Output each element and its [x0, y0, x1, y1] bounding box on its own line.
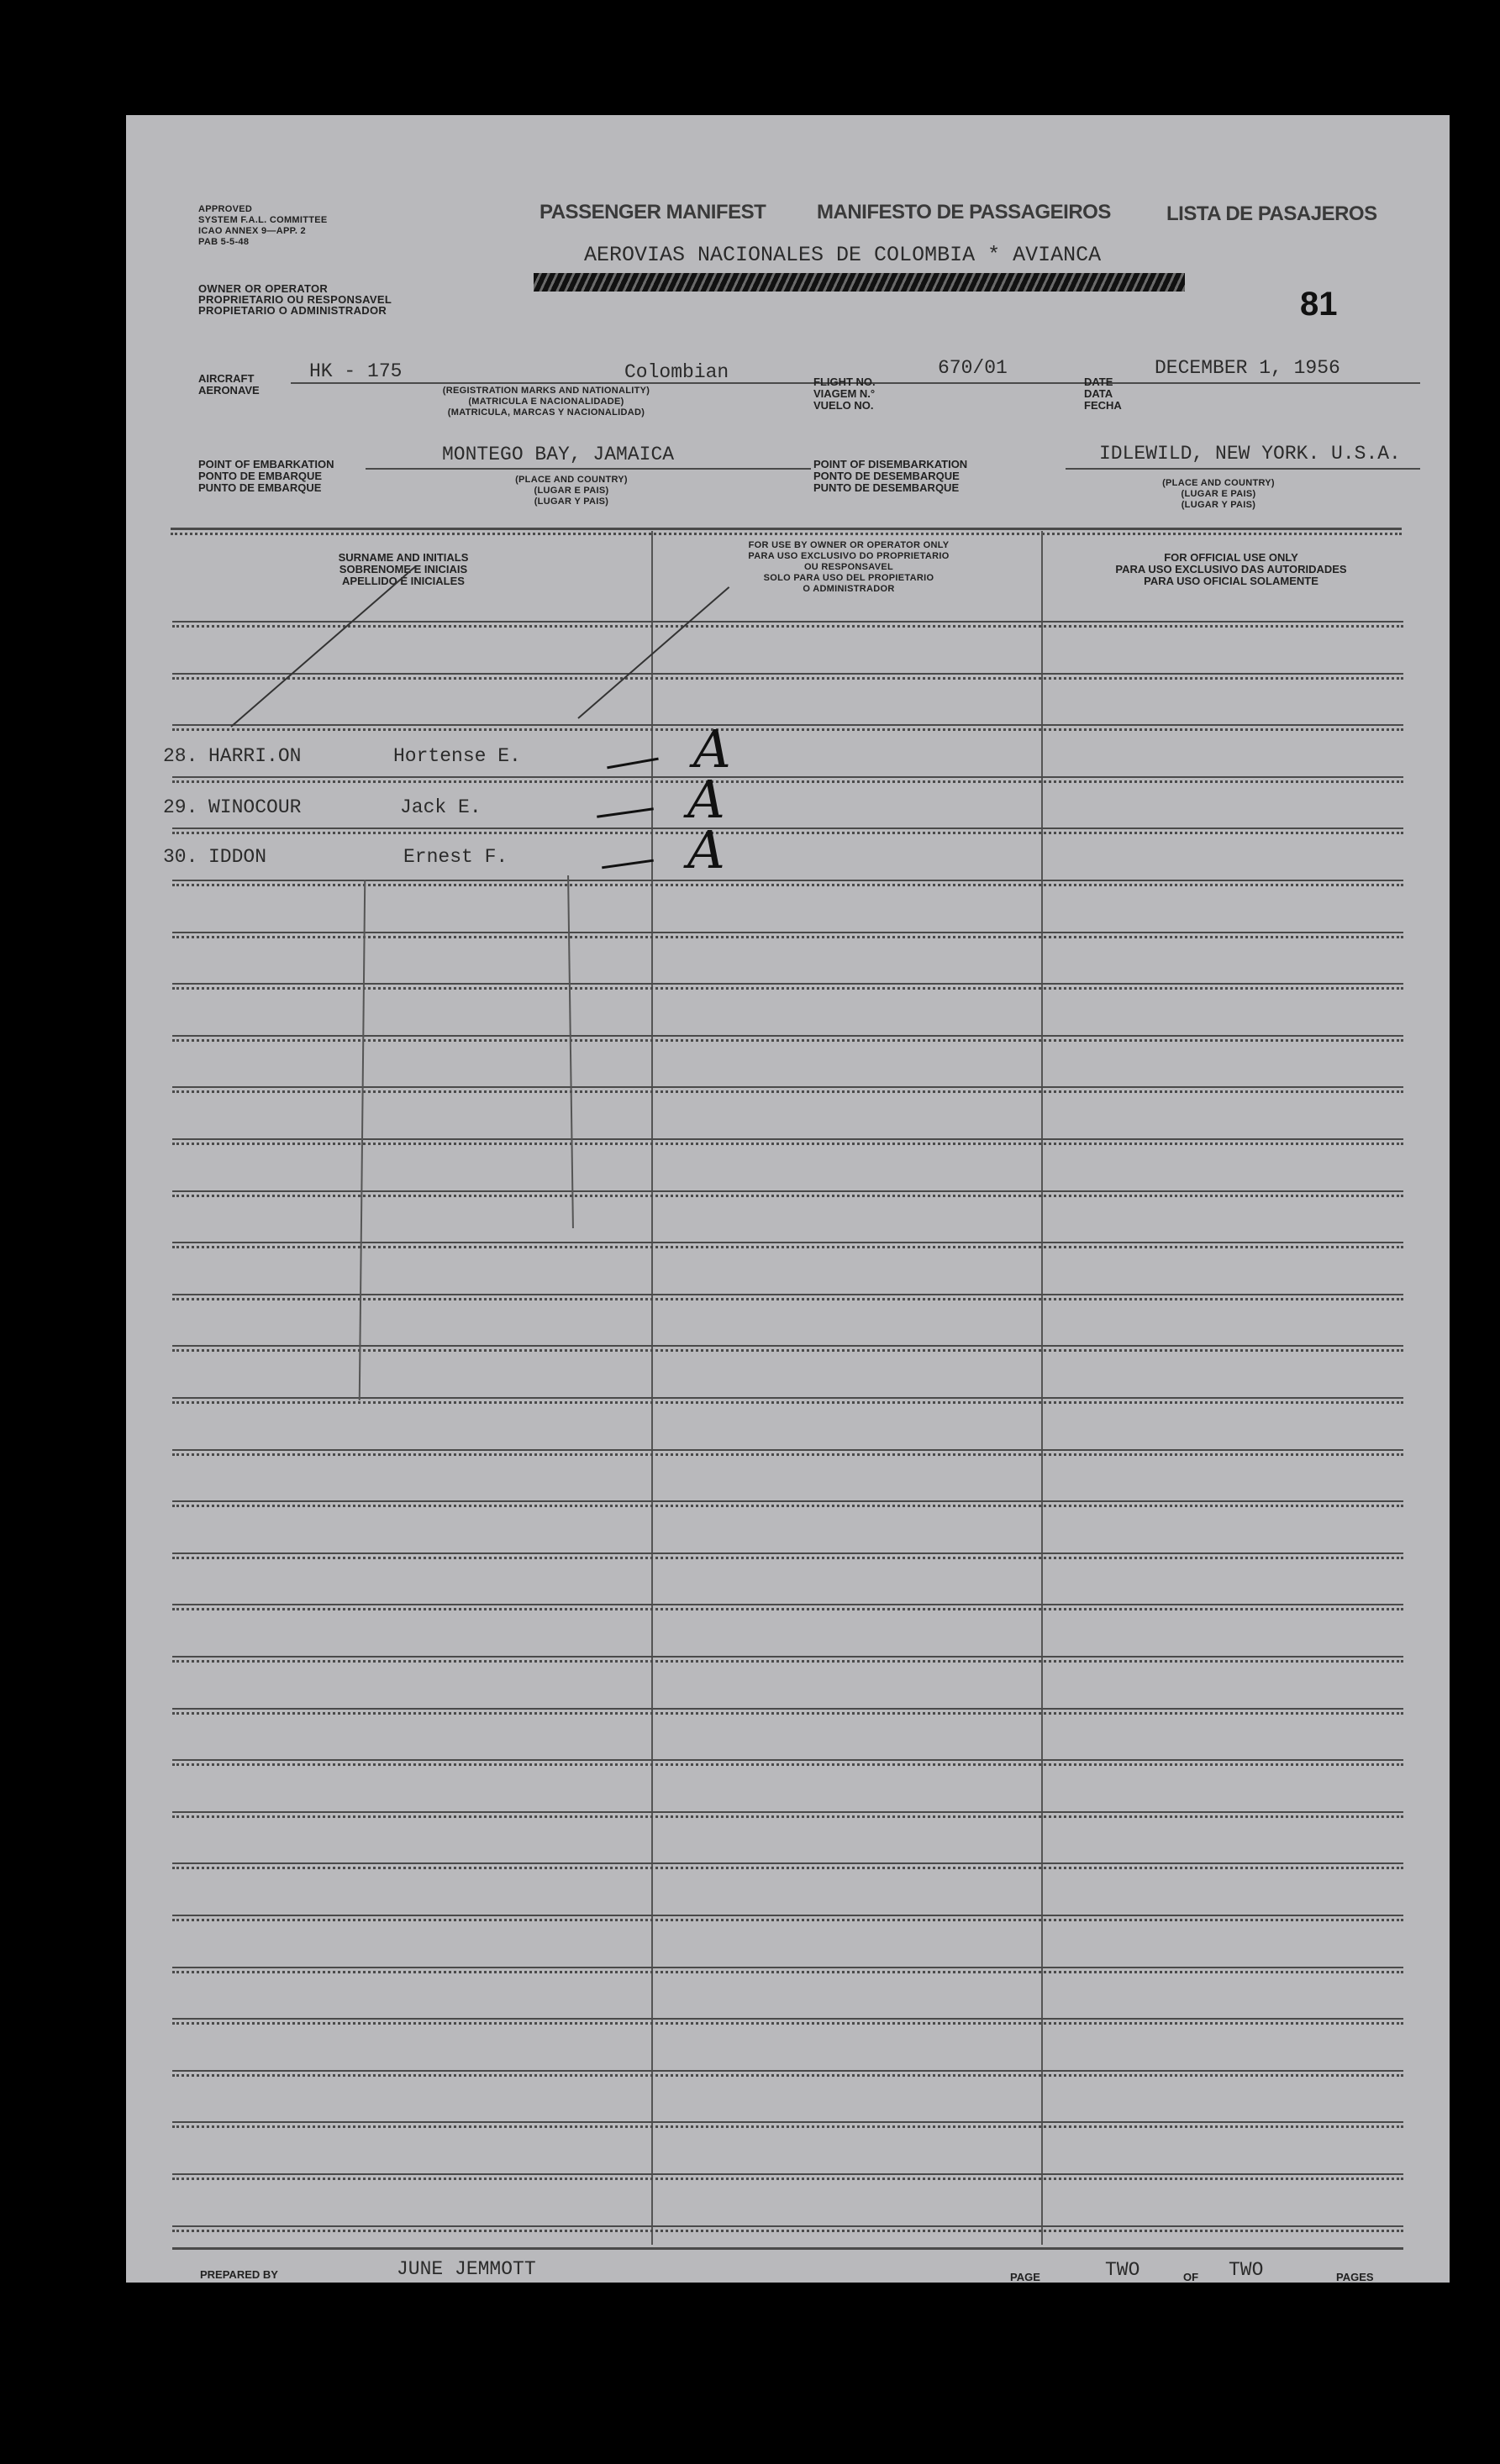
passenger-number: 30.: [163, 846, 198, 868]
registration-note: (REGISTRATION MARKS AND NATIONALITY): [442, 386, 650, 396]
ruled-row-line: [172, 1862, 1403, 1864]
handwritten-initial-mark: A: [687, 769, 725, 830]
col-owner-header: FOR USE BY OWNER OR OPERATOR ONLY: [748, 540, 950, 550]
ruled-row-line: [172, 2225, 1403, 2227]
ruled-row-line: [172, 2121, 1403, 2123]
dash-mark: [597, 807, 654, 817]
ruled-row-line-dotted: [172, 1712, 1403, 1715]
col-names-header: SURNAME AND INITIALS: [338, 551, 469, 564]
ruled-row-line-dotted: [172, 1453, 1403, 1456]
prepared-by-label: PREPARED BY: [200, 2268, 278, 2281]
cancel-stroke: [577, 586, 729, 719]
disembark-label: PUNTO DE DESEMBARQUE: [813, 481, 960, 494]
ruled-row-line: [172, 1552, 1403, 1554]
title-es: LISTA DE PASAJEROS: [1166, 202, 1377, 225]
pencil-stroke: [359, 880, 366, 1400]
ruled-row-line-dotted: [172, 780, 1403, 783]
col-owner-header: OU RESPONSAVEL: [803, 562, 894, 572]
owner-label: PROPRIETARIO OU RESPONSAVEL: [198, 293, 392, 306]
col-names-header: APELLIDO E INICIALES: [342, 575, 465, 587]
ruled-row-line: [172, 621, 1403, 623]
passenger-number: 29.: [163, 796, 198, 818]
passenger-surname: HARRI.ON: [208, 745, 302, 767]
nationality-value: Colombian: [624, 361, 729, 383]
ruled-row-line: [172, 1086, 1403, 1088]
ruled-row-line-dotted: [172, 1763, 1403, 1766]
ruled-row-line-dotted: [172, 677, 1403, 680]
passenger-given: Jack E.: [400, 796, 482, 818]
prepared-by-value: JUNE JEMMOTT: [397, 2258, 536, 2280]
ruled-row-line-dotted: [172, 1505, 1403, 1507]
pencil-stroke: [567, 875, 574, 1228]
ruled-row-line: [172, 1759, 1403, 1761]
embark-label: POINT OF EMBARKATION: [198, 458, 334, 470]
ruled-row-line-dotted: [172, 1401, 1403, 1404]
ruled-row-line: [172, 673, 1403, 675]
ruled-row-line-dotted: [172, 2022, 1403, 2025]
registration-note: (MATRICULA E NACIONALIDADE): [468, 397, 624, 407]
ruled-row-line-dotted: [172, 936, 1403, 938]
embark-value: MONTEGO BAY, JAMAICA: [442, 444, 675, 465]
embark-place-note: (LUGAR E PAIS): [534, 486, 609, 496]
ruled-row-line-dotted: [172, 1660, 1403, 1663]
ruled-row-line: [172, 724, 1403, 726]
disembark-label: POINT OF DISEMBARKATION: [813, 458, 968, 470]
ruled-row-line: [172, 1708, 1403, 1710]
column-divider-1: [651, 531, 653, 2245]
ruled-row-line-dotted: [172, 987, 1403, 990]
date-value: DECEMBER 1, 1956: [1155, 357, 1340, 379]
column-divider-2: [1041, 531, 1043, 2245]
ruled-row-line-dotted: [172, 1298, 1403, 1300]
pages-label: PAGES: [1336, 2271, 1374, 2283]
of-value: TWO: [1229, 2259, 1264, 2281]
aircraft-label: AERONAVE: [198, 384, 260, 397]
handwritten-initial-mark: A: [693, 718, 731, 780]
ruled-row-line-dotted: [172, 1195, 1403, 1197]
ruled-row-line: [172, 1138, 1403, 1140]
page-label: PAGE: [1010, 2271, 1040, 2283]
ruled-row-line: [172, 1604, 1403, 1605]
ruled-row-line: [172, 2070, 1403, 2072]
owner-label: OWNER OR OPERATOR: [198, 282, 329, 295]
col-owner-header: SOLO PARA USO DEL PROPIETARIO: [763, 573, 934, 583]
disembark-label: PONTO DE DESEMBARQUE: [813, 470, 960, 482]
title-pt: MANIFESTO DE PASSAGEIROS: [817, 201, 1111, 223]
ruled-row-line-dotted: [172, 2178, 1403, 2180]
flight-label: VUELO NO.: [813, 399, 874, 412]
passenger-surname: WINOCOUR: [208, 796, 302, 818]
ruled-row-line-dotted: [172, 1143, 1403, 1145]
table-top-border: [171, 528, 1402, 530]
ruled-row-line-dotted: [172, 1349, 1403, 1352]
ruled-row-line-dotted: [172, 1090, 1403, 1093]
ruled-row-line-dotted: [172, 1557, 1403, 1559]
ruled-row-line: [172, 1397, 1403, 1399]
ruled-row-line-dotted: [172, 2074, 1403, 2077]
ruled-row-line: [172, 1811, 1403, 1813]
handwritten-initial-mark: A: [687, 819, 725, 880]
registration-note: (MATRICULA, MARCAS Y NACIONALIDAD): [447, 407, 645, 418]
embark-place-note: (LUGAR Y PAIS): [534, 496, 609, 507]
ruled-row-line-dotted: [172, 625, 1403, 628]
col-owner-header: O ADMINISTRADOR: [803, 584, 895, 594]
passenger-given: Hortense E.: [393, 745, 521, 767]
dash-mark: [602, 859, 654, 869]
embark-place-note: (PLACE AND COUNTRY): [515, 475, 628, 485]
ruled-row-line-dotted: [172, 728, 1403, 731]
approval-line: SYSTEM F.A.L. COMMITTEE: [198, 215, 328, 225]
disembark-value: IDLEWILD, NEW YORK. U.S.A.: [1099, 443, 1401, 465]
embark-label: PONTO DE EMBARQUE: [198, 470, 323, 482]
of-label: OF: [1183, 2271, 1199, 2283]
ruled-row-line: [172, 1294, 1403, 1295]
ruled-row-line: [172, 932, 1403, 933]
date-underline: [1122, 382, 1420, 384]
ruled-row-line-dotted: [172, 1815, 1403, 1818]
manifest-page: [126, 115, 1450, 2283]
ruled-row-line-dotted: [172, 1039, 1403, 1042]
ruled-row-line: [172, 1967, 1403, 1968]
ruled-row-line-dotted: [172, 2230, 1403, 2232]
ruled-row-line: [172, 1190, 1403, 1192]
title-en: PASSENGER MANIFEST: [539, 201, 766, 223]
embark-label: PUNTO DE EMBARQUE: [198, 481, 322, 494]
table-bottom-border: [172, 2247, 1403, 2250]
table-top-border-2: [171, 533, 1402, 535]
struck-operator-line: [534, 273, 1185, 292]
ruled-row-line: [172, 1656, 1403, 1658]
ruled-row-line-dotted: [172, 1246, 1403, 1248]
aircraft-label: AIRCRAFT: [198, 372, 255, 385]
ruled-row-line-dotted: [172, 832, 1403, 834]
col-owner-header: PARA USO EXCLUSIVO DO PROPRIETARIO: [748, 551, 950, 561]
ruled-row-line: [172, 1242, 1403, 1243]
ruled-row-line: [172, 827, 1403, 829]
ruled-row-line-dotted: [172, 1919, 1403, 1921]
ruled-row-line-dotted: [172, 2125, 1403, 2128]
ruled-row-line: [172, 1345, 1403, 1347]
ruled-row-line-dotted: [172, 1971, 1403, 1973]
ruled-row-line-dotted: [172, 1608, 1403, 1610]
ruled-row-line: [172, 1500, 1403, 1502]
ruled-row-line: [172, 880, 1403, 881]
flight-label: VIAGEM N.°: [813, 387, 876, 400]
approval-line: PAB 5-5-48: [198, 237, 250, 247]
operator-name: AEROVIAS NACIONALES DE COLOMBIA * AVIANCA: [584, 243, 1102, 267]
ruled-row-line: [172, 983, 1403, 985]
disembark-place-note: (LUGAR E PAIS): [1181, 489, 1256, 499]
col-official-header: PARA USO EXCLUSIVO DAS AUTORIDADES: [1115, 563, 1347, 575]
disembark-place-note: (LUGAR Y PAIS): [1181, 500, 1256, 510]
approval-line: APPROVED: [198, 204, 253, 214]
disembark-underline: [1066, 468, 1420, 470]
cancel-stroke: [230, 566, 415, 728]
passenger-given: Ernest F.: [403, 846, 508, 868]
passenger-number: 28.: [163, 745, 198, 767]
ruled-row-line: [172, 2173, 1403, 2175]
ruled-row-line: [172, 1035, 1403, 1037]
date-label: DATA: [1084, 387, 1113, 400]
page-value: TWO: [1105, 2259, 1140, 2281]
ruled-row-line: [172, 2018, 1403, 2020]
flight-value: 670/01: [938, 357, 1008, 379]
disembark-place-note: (PLACE AND COUNTRY): [1162, 478, 1275, 488]
embark-underline: [366, 468, 811, 470]
passenger-surname: IDDON: [208, 846, 267, 868]
flight-label: FLIGHT NO.: [813, 376, 876, 388]
col-names-header: SOBRENOME E INICIAIS: [339, 563, 468, 575]
date-label: DATE: [1084, 376, 1113, 388]
ruled-row-line-dotted: [172, 1867, 1403, 1869]
ruled-row-line: [172, 1449, 1403, 1451]
col-official-header: FOR OFFICIAL USE ONLY: [1164, 551, 1298, 564]
date-label: FECHA: [1084, 399, 1122, 412]
ruled-row-line-dotted: [172, 884, 1403, 886]
col-official-header: PARA USO OFICIAL SOLAMENTE: [1144, 575, 1318, 587]
owner-label: PROPIETARIO O ADMINISTRADOR: [198, 304, 387, 317]
page-stamp-number: 81: [1300, 286, 1338, 323]
aircraft-value: HK - 175: [309, 360, 403, 382]
ruled-row-line: [172, 1915, 1403, 1916]
approval-line: ICAO ANNEX 9—APP. 2: [198, 226, 306, 236]
ruled-row-line: [172, 776, 1403, 778]
